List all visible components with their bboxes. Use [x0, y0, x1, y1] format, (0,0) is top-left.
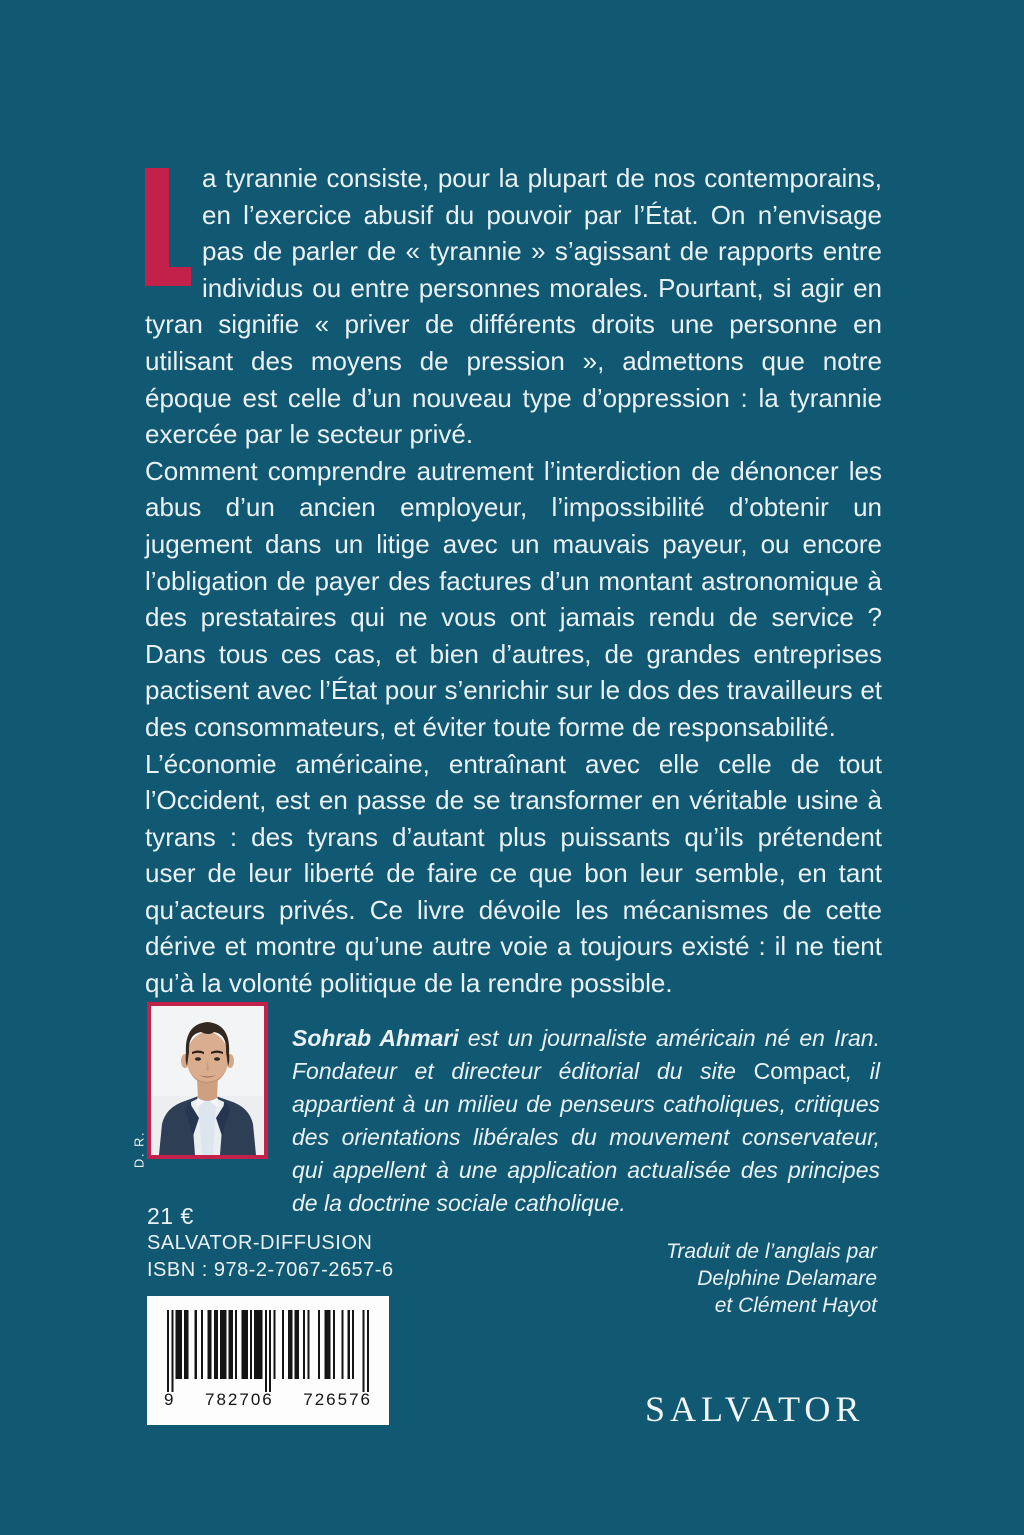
- author-portrait-image: [151, 1006, 264, 1155]
- publisher-logo: SALVATOR: [645, 1389, 865, 1429]
- distributor: SALVATOR-DIFFUSION: [147, 1232, 373, 1254]
- translation-line-3: et Clément Hayot: [714, 1294, 877, 1317]
- photo-credit: D. R.: [131, 1130, 147, 1169]
- synopsis-paragraph-1: [145, 160, 882, 453]
- price: 21 €: [147, 1203, 194, 1229]
- author-name: Sohrab Ahmari: [292, 1025, 459, 1051]
- synopsis-paragraph-1-text: a tyrannie consiste, pour la plupart de nos contemporains, en l’exercice abusif du pouvoir par l’État. On n’envisage pas de parler de « tyrannie » s’agissant de rapports entre individus ou entre personnes morales. Pourtant, si agir en tyran signifie « priver de différents droits une personne en utilisant des moyens de pression », admettons que notre époque est celle d’un nouveau type d’oppression : la tyrannie exercée par le secteur privé.: [145, 163, 882, 450]
- bio-text-before-site: est un journaliste américain né en Iran. Fondateur et directeur éditorial du site: [292, 1025, 880, 1084]
- translation-credit: [666, 1238, 877, 1319]
- synopsis-paragraph-3: L’économie américaine, entraînant avec elle celle de tout l’Occident, est en passe de se transformer en véritable usine à tyrans : des tyrans d’autant plus puissants qu’ils prétendent user de leur liberté de faire ce que bon leur semble, en tant qu’acteurs privés. Ce livre dévoile les mécanismes de cette dérive et montre qu’une autre voie a toujours existé : il ne tient qu’à la volonté politique de la rendre possible.: [145, 748, 882, 999]
- isbn: ISBN : 978-2-7067-2657-6: [147, 1259, 394, 1281]
- site-name: Compact: [753, 1058, 846, 1084]
- translation-line-2: Delphine Delamare: [697, 1267, 877, 1290]
- barcode-digit-group: 9: [164, 1390, 176, 1409]
- sales-info: [147, 1203, 394, 1284]
- synopsis: [145, 160, 882, 1002]
- bio-text-after-site: , il appartient à un milieu de penseurs catholiques, critiques des orientations libérales du mouvement conservateur, qui appellent à une application actualisée des principes de la doctrine sociale catholique.: [292, 1058, 880, 1216]
- barcode-bars: [167, 1310, 369, 1392]
- synopsis-paragraph-2: Comment comprendre autrement l’interdiction de dénoncer les abus d’un ancien employeur, l’impossibilité d’obtenir un jugement dans un litige avec un mauvais payeur, ou encore l’obligation de payer des factures d’un montant astronomique à des prestataires qui ne vous ont jamais rendu de service ? Dans tous ces cas, et bien d’autres, de grandes entreprises pactisent avec l’État pour s’enrichir sur le dos des travailleurs et des consommateurs, et éviter toute forme de responsabilité.: [145, 455, 882, 742]
- dropcap-letter: [145, 168, 191, 286]
- barcode-digit-group: 782706: [205, 1390, 274, 1409]
- barcode-number: [164, 1390, 372, 1410]
- barcode: [147, 1296, 389, 1425]
- author-bio: [292, 1022, 880, 1220]
- translation-line-1: Traduit de l’anglais par: [666, 1240, 877, 1263]
- barcode-digit-group: 726576: [303, 1390, 372, 1409]
- author-photo: [147, 1002, 268, 1159]
